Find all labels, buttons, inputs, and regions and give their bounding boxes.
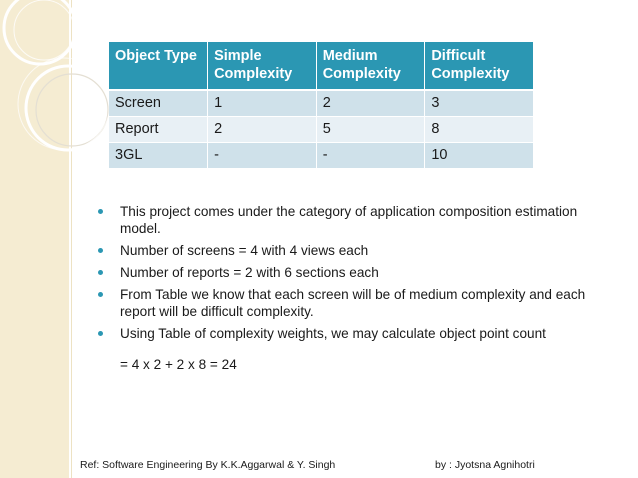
list-item [98, 264, 608, 281]
header-simple-complexity: Simple Complexity [208, 42, 317, 90]
complexity-table [109, 42, 533, 169]
bullet-dot-icon [98, 292, 103, 297]
table-cell: - [208, 143, 317, 169]
bullet-text: From Table we know that each screen will be of medium complexity and each report will be difficult complexity. [120, 287, 586, 319]
header-medium-complexity: Medium Complexity [316, 42, 425, 90]
table-row [109, 117, 533, 143]
table-cell: 3 [425, 90, 533, 117]
bullet-dot-icon [98, 331, 103, 336]
table-row [109, 143, 533, 169]
list-item [98, 325, 608, 342]
table-row [109, 90, 533, 117]
bullet-dot-icon [98, 248, 103, 253]
table-cell: 2 [208, 117, 317, 143]
table-cell: Screen [109, 90, 208, 117]
bullet-text: Number of reports = 2 with 6 sections each [120, 265, 379, 280]
footer-author: by : Jyotsna Agnihotri [435, 459, 535, 471]
table-cell: Report [109, 117, 208, 143]
list-item [98, 242, 608, 259]
bullet-text: This project comes under the category of application composition estimation model. [120, 204, 578, 236]
table-cell: - [316, 143, 425, 169]
table-cell: 2 [316, 90, 425, 117]
table-cell: 5 [316, 117, 425, 143]
bullet-dot-icon [98, 209, 103, 214]
bullet-text: Number of screens = 4 with 4 views each [120, 243, 369, 258]
formula-line: = 4 x 2 + 2 x 8 = 24 [120, 357, 237, 372]
table-cell: 10 [425, 143, 533, 169]
list-item [98, 286, 608, 320]
bullet-list [98, 203, 608, 347]
header-object-type: Object Type [109, 42, 208, 90]
footer-reference: Ref: Software Engineering By K.K.Aggarwal & Y. Singh [80, 459, 336, 471]
table-header-row [109, 42, 533, 90]
bullet-dot-icon [98, 270, 103, 275]
header-difficult-complexity: Difficult Complexity [425, 42, 533, 90]
bullet-text: Using Table of complexity weights, we may calculate object point count [120, 326, 546, 341]
table-cell: 3GL [109, 143, 208, 169]
table-cell: 8 [425, 117, 533, 143]
list-item [98, 203, 608, 237]
table-cell: 1 [208, 90, 317, 117]
